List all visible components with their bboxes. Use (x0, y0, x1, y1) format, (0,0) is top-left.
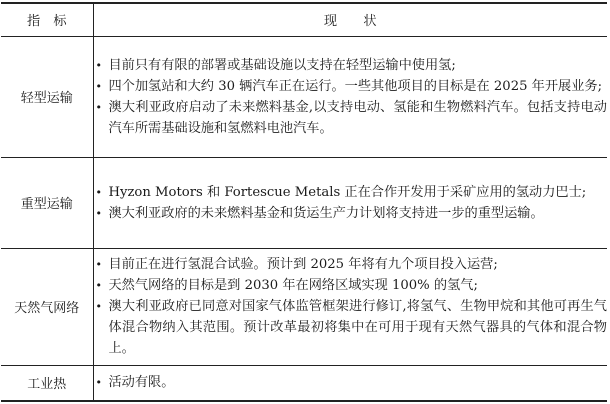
list-item (94, 296, 608, 359)
list-item-text: 澳大利亚政府启动了未来燃料基金,以支持电动、氢能和生物燃料汽车。包括支持电动汽车所需基础设施和氢燃料电池汽车。 (108, 99, 607, 136)
status-list (94, 182, 608, 224)
row-indicator: 轻型运输 (1, 36, 93, 157)
list-item (94, 254, 608, 275)
row-indicator: 天然气网络 (1, 248, 93, 365)
list-item (94, 97, 608, 139)
list-item (94, 55, 608, 76)
list-item-text: 目前正在进行氢混合试验。预计到 2025 年将有九个项目投入运营; (108, 257, 498, 272)
header-indicator (1, 3, 93, 36)
bullet-icon: • (95, 376, 102, 390)
status-list (94, 55, 608, 139)
row-indicator: 重型运输 (1, 157, 93, 248)
table-row (1, 248, 607, 365)
bullet-icon: • (95, 300, 102, 313)
list-item-text: 四个加氢站和大约 30 辆汽车正在运行。一些其他项目的目标是在 2025 年开展业务; (108, 78, 603, 94)
status-list (94, 254, 608, 359)
list-item-text: 澳大利亚政府已同意对国家气体监管框架进行修订,将氢气、生物甲烷和其他可再生气体混合物纳入其范围。预计改革最初将集中在可用于现有天然气器具的气体和混合物上。 (108, 299, 607, 356)
row-status (93, 36, 607, 157)
table-row (1, 365, 607, 401)
status-list (94, 372, 608, 393)
header-status-label: 现 状 (323, 14, 377, 30)
bullet-icon: • (95, 58, 102, 72)
bullet-icon: • (95, 79, 102, 93)
list-item-text: Hyzon Motors 和 Fortescue Metals 正在合作开发用于采矿应用的氢动力巴士; (108, 184, 587, 200)
list-item-text: 活动有限。 (108, 375, 175, 391)
hydrogen-status-table (1, 2, 607, 402)
list-item (94, 203, 608, 224)
header-indicator-label: 指 标 (26, 14, 67, 30)
table-row (1, 157, 607, 248)
bullet-icon: • (95, 185, 102, 199)
list-item-text: 天然气网络的目标是到 2030 年在网络区域实现 100% 的氢气; (108, 278, 478, 293)
row-status (93, 157, 607, 248)
list-item-text: 澳大利亚政府的未来燃料基金和货运生产力计划将支持进一步的重型运输。 (108, 205, 544, 221)
row-status (93, 248, 607, 365)
row-status (93, 365, 607, 401)
row-indicator: 工业热 (1, 365, 93, 401)
bullet-icon: • (95, 258, 102, 271)
list-item (94, 182, 608, 203)
header-status (93, 3, 607, 36)
table-header-row (1, 3, 607, 36)
list-item (94, 372, 608, 393)
list-item (94, 76, 608, 97)
list-item-text: 目前只有有限的部署或基础设施以支持在轻型运输中使用氢; (108, 57, 456, 73)
table-row (1, 36, 607, 157)
bullet-icon: • (95, 100, 102, 114)
bullet-icon: • (95, 279, 102, 292)
bullet-icon: • (95, 206, 102, 220)
list-item (94, 275, 608, 296)
